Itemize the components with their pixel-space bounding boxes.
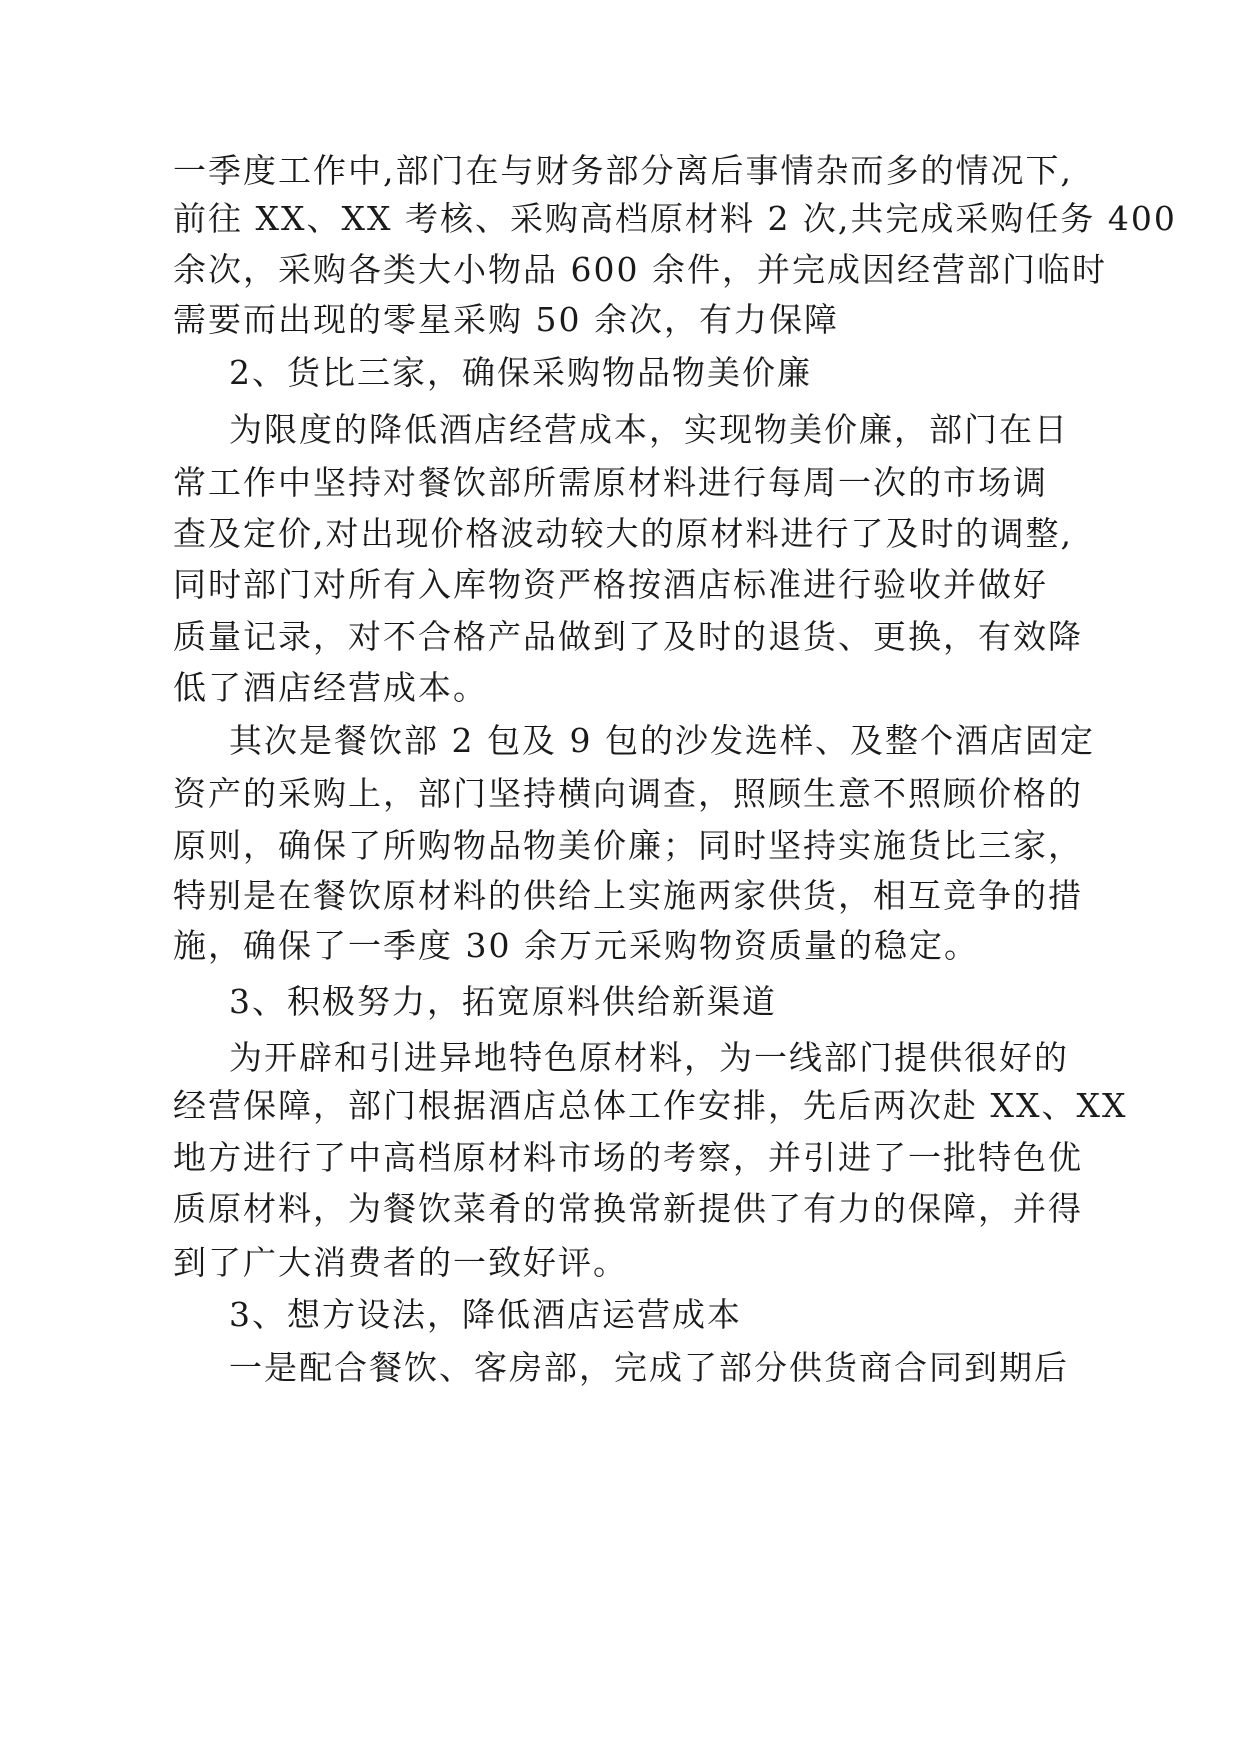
text-line: 施，确保了一季度 30 余万元采购物资质量的稳定。	[173, 926, 979, 965]
text-line: 一季度工作中,部门在与财务部分离后事情杂而多的情况下,	[173, 151, 1073, 190]
text-line: 特别是在餐饮原材料的供给上实施两家供货，相互竞争的措	[173, 876, 1083, 915]
text-line: 为限度的降低酒店经营成本，实现物美价廉，部门在日	[229, 410, 1069, 449]
text-line: 查及定价,对出现价格波动较大的原材料进行了及时的调整,	[173, 514, 1073, 553]
text-line: 质原材料，为餐饮菜肴的常换常新提供了有力的保障，并得	[173, 1189, 1083, 1228]
text-line: 经营保障，部门根据酒店总体工作安排，先后两次赴 XX、XX	[173, 1086, 1128, 1125]
section-heading: 3、积极努力，拓宽原料供给新渠道	[229, 982, 777, 1021]
text-line: 其次是餐饮部 2 包及 9 包的沙发选样、及整个酒店固定	[229, 721, 1095, 760]
text-line: 质量记录，对不合格产品做到了及时的退货、更换，有效降	[173, 617, 1083, 656]
text-line: 低了酒店经营成本。	[173, 668, 488, 707]
section-heading: 3、想方设法，降低酒店运营成本	[229, 1295, 742, 1334]
text-line: 资产的采购上，部门坚持横向调查，照顾生意不照顾价格的	[173, 774, 1083, 813]
text-line: 到了广大消费者的一致好评。	[173, 1243, 628, 1282]
text-line: 为开辟和引进异地特色原材料，为一线部门提供很好的	[229, 1038, 1069, 1077]
text-line: 余次，采购各类大小物品 600 余件，并完成因经营部门临时	[173, 250, 1107, 289]
text-line: 一是配合餐饮、客房部，完成了部分供货商合同到期后	[229, 1348, 1069, 1387]
text-line: 原则，确保了所购物品物美价廉；同时坚持实施货比三家，	[173, 826, 1083, 865]
text-line: 前往 XX、XX 考核、采购高档原材料 2 次,共完成采购任务 400	[173, 199, 1177, 238]
section-heading: 2、货比三家，确保采购物品物美价廉	[229, 353, 812, 392]
text-line: 需要而出现的零星采购 50 余次，有力保障	[173, 300, 839, 339]
text-line: 同时部门对所有入库物资严格按酒店标准进行验收并做好	[173, 565, 1048, 604]
text-line: 常工作中坚持对餐饮部所需原材料进行每周一次的市场调	[173, 463, 1048, 502]
text-line: 地方进行了中高档原材料市场的考察，并引进了一批特色优	[173, 1138, 1083, 1177]
